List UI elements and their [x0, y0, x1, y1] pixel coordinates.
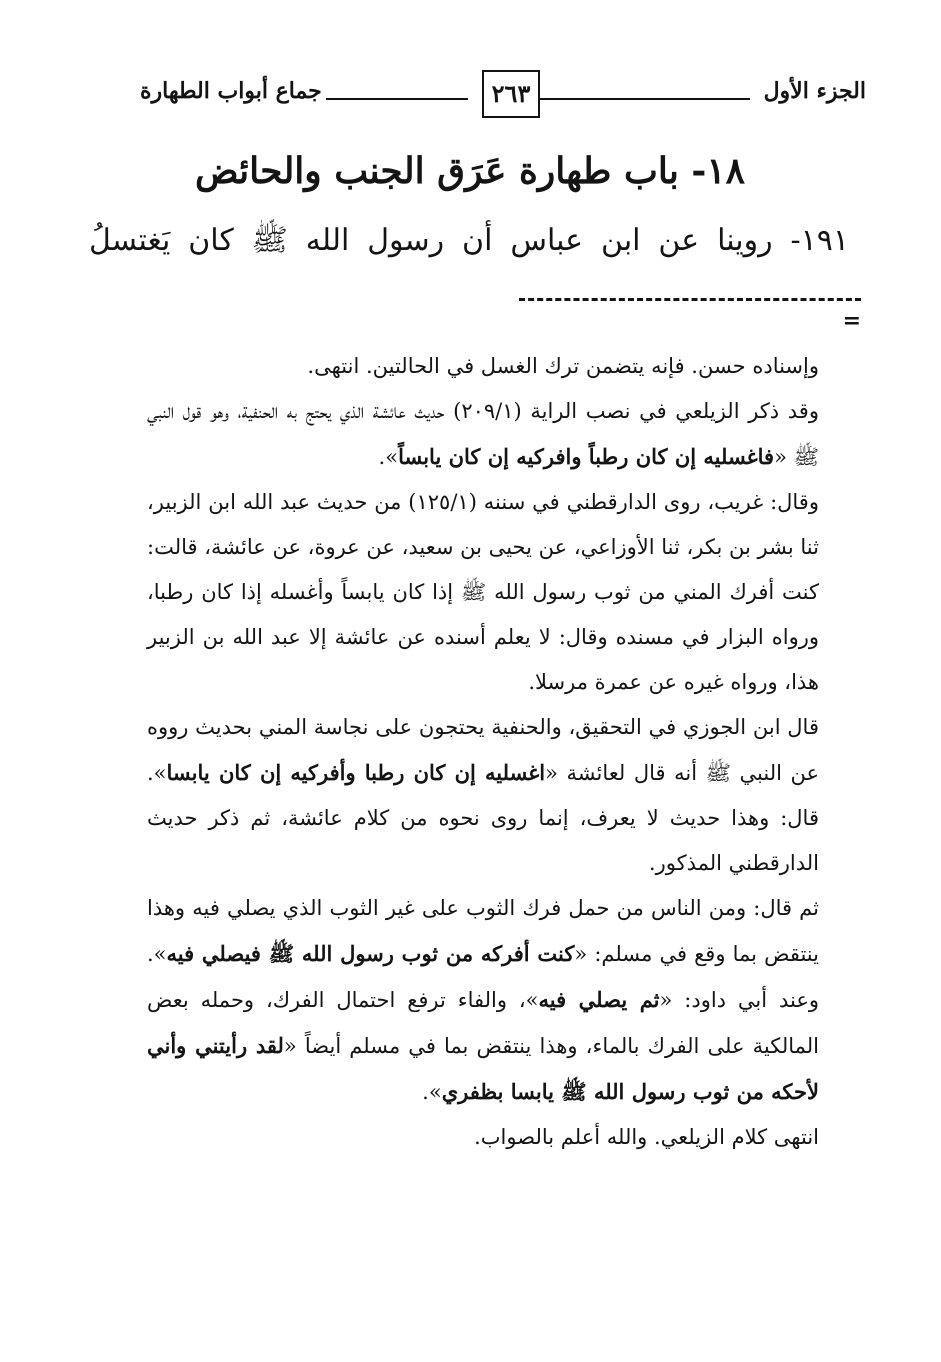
paragraph — [147, 705, 819, 886]
paragraph — [147, 344, 819, 389]
paragraph — [147, 389, 819, 480]
paragraph-text: ». وعند أبي داود: « — [147, 942, 819, 1012]
paragraph-text: وإسناده حسن. فإنه يتضمن ترك الغسل في الحالتين. انتهى. — [307, 354, 819, 378]
running-header — [140, 70, 866, 120]
page-number: ٢٦٣ — [482, 70, 540, 118]
quoted-hadith: لقد رأيتني وأني لأحكه من ثوب رسول الله ﷺ يابسا بظفري — [147, 1033, 819, 1104]
quoted-hadith: فاغسليه إن كان رطباً وافركيه إن كان يابساً — [398, 444, 775, 469]
paragraph-text: انتهى كلام الزيلعي. والله أعلم بالصواب. — [474, 1125, 819, 1149]
footnote-separator — [519, 298, 861, 301]
quoted-hadith: كنت أفركه من ثوب رسول الله ﷺ فيصلي فيه — [166, 941, 575, 966]
paragraph-text: وقال: غريب، روى الدارقطني في سننه (١٢٥/١) من حديث عبد الله ابن الزبير، ثنا بشر بن بكر، ثنا الأوزاعي، عن يحيى بن سعيد، عن عروة، عن عائشة، قالت: كنت أفرك المني من ثوب رسول الله ﷺ إذا كان يابساً وأغسله إذا كان رطبا، ورواه البزار في مسنده وقال: لا يعلم أسنده عن عائشة إلا عبد الله بن الزبير هذا، ورواه غيره عن عمرة مرسلا. — [147, 490, 819, 694]
paragraph — [147, 886, 819, 1115]
header-rule-right — [540, 98, 750, 100]
paragraph — [147, 1115, 819, 1160]
quoted-hadith: اغسليه إن كان رطبا وأفركيه إن كان يابسا — [166, 760, 546, 785]
hadith-text: ١٩١- روينا عن ابن عباس أن رسول الله ﷺ كان يَغتسلُ — [89, 223, 849, 258]
header-rule-left — [326, 98, 468, 100]
separator-mark: = — [842, 308, 861, 334]
footnote-body — [147, 344, 819, 1160]
paragraph-text: وقد ذكر الزيلعي في نصب الراية (٢٠٩/١) حديث عائشة الذي يحتج به الحنفية، وهو قول النبي ﷺ « — [147, 399, 819, 469]
paragraph-text: ». — [378, 445, 399, 469]
paragraph-text: ». قال: وهذا حديث لا يعرف، إنما روى نحوه من كلام عائشة، ثم ذكر حديث الدارقطني المذكور. — [147, 761, 819, 875]
paragraph — [147, 480, 819, 705]
chapter-title: ١٨- باب طهارة عَرَق الجنب والحائض — [194, 150, 745, 192]
section-label: جماع أبواب الطهارة — [140, 78, 322, 104]
paragraph-text: ». — [422, 1080, 442, 1104]
paragraph-text: قال ابن الجوزي في التحقيق، والحنفية يحتجون على نجاسة المني بحديث رووه عن النبي ﷺ أنه قال لعائشة « — [147, 715, 819, 785]
paragraph-text: ثم قال: ومن الناس من حمل فرك الثوب على غير الثوب الذي يصلي فيه وهذا ينتقض بما وقع في مسلم: « — [147, 896, 819, 966]
quoted-hadith: ثم يصلي فيه — [538, 987, 660, 1012]
paragraph-text: »، والفاء ترفع احتمال الفرك، وحمله بعض المالكية على الفرك بالماء، وهذا ينتقض بما في مسلم أيضاً « — [147, 988, 819, 1058]
volume-label: الجزء الأول — [763, 78, 866, 104]
